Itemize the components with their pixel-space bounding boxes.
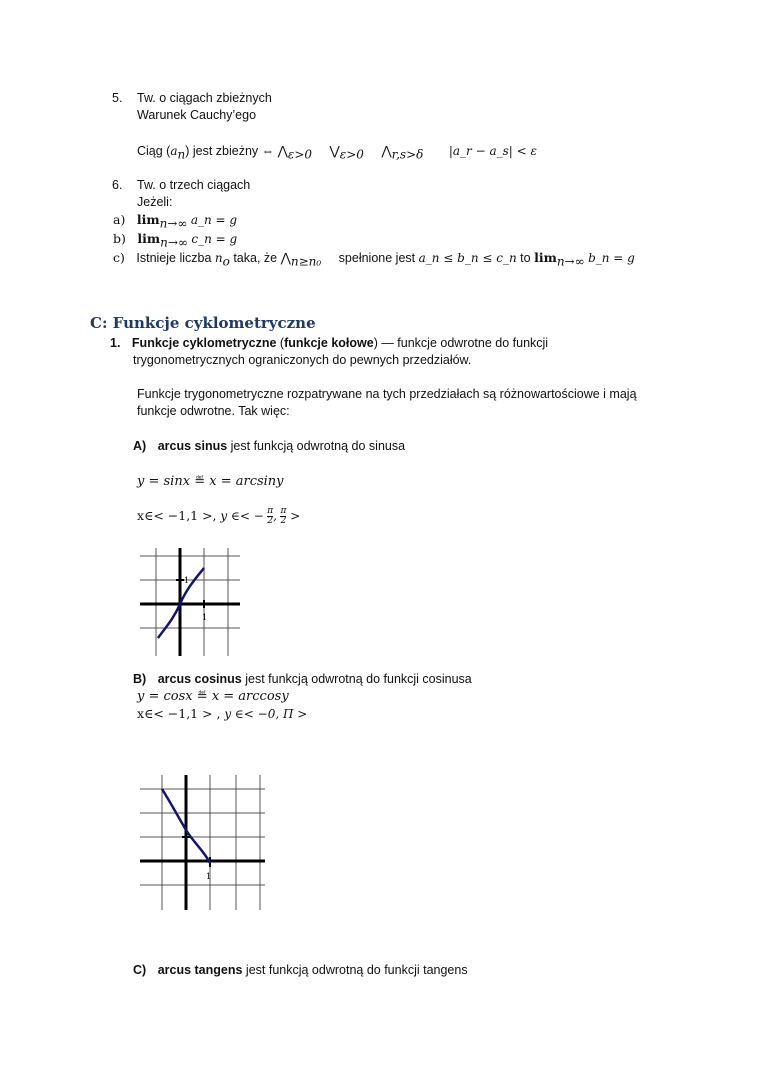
arcsin-graph-label-y: 1 [184,576,190,585]
paragraph-line-2: funkcje odwrotne. Tak więc: [137,404,290,418]
item-5-number: 5. [112,91,123,105]
paragraph-line-1: Funkcje trygonometryczne rozpatrywane na tych przedziałach są różnowartościowe i mają [137,387,637,401]
item-5-title: Tw. o ciągach zbieżnych [137,91,272,105]
section-heading: C: Funkcje cyklometryczne [90,314,316,332]
arccos-header: B) arcus cosinus jest funkcją odwrotną do funkcji cosinusa [133,672,472,686]
condition-c: c) Istnieje liczba $n_o$ taka, że $⋀_{n\ge n_0}$ spełnione jest a_n ≤ b_n ≤ c_n to $\lim_{n\to\infty}$ b_n = g [113,250,635,269]
condition-a: a) $\lim_{n\to\infty}$ a_n = g [113,212,238,231]
arcsin-definition: y = sinx ≝ x = arcsiny [137,474,284,489]
arcsin-header: A) arcus sinus jest funkcją odwrotną do sinusa [133,439,406,453]
condition-b: b) $\lim_{n\to\infty}$ c_n = g [113,231,238,250]
cauchy-condition-formula: Ciąg $(a_n)$ jest zbieżny ⇔ $⋀_{\varepsilon>0}$ $⋁_{\varepsilon>0}$ $⋀_{r,s>\delta}$ |a_r − a_s| < ε [137,143,537,162]
item-6-title: Tw. o trzech ciągach [137,178,251,192]
arccos-graph [140,775,265,910]
definition-line-2: trygonometrycznych ograniczonych do pewnych przedziałów. [133,353,472,367]
arcsin-graph-label-x: 1 [202,613,208,622]
arccos-definition: y = cosx ≝ x = arccosy [137,689,289,704]
if-label: Jeżeli: [137,195,173,209]
arcsin-graph [140,548,240,656]
arccos-graph-label-x: 1 [206,872,212,881]
arctan-header: C) arcus tangens jest funkcją odwrotną do funkcji tangens [133,963,468,977]
arcsin-domain: x∈< −1,1 >, y ∈< − $\frac{\pi}{2}$ , $\frac{\pi}{2}$ > [137,506,301,526]
arccos-domain: x∈< −1,1 > , y ∈< −0, Π > [137,706,308,721]
cauchy-inequality: |a_r − a_s| < ε [448,144,537,158]
definition-line-1: 1. Funkcje cyklometryczne (funkcje kołowe) — funkcje odwrotne do funkcji [110,336,549,350]
item-6-number: 6. [112,178,123,192]
cauchy-condition-title: Warunek Cauchy’ego [137,108,257,122]
